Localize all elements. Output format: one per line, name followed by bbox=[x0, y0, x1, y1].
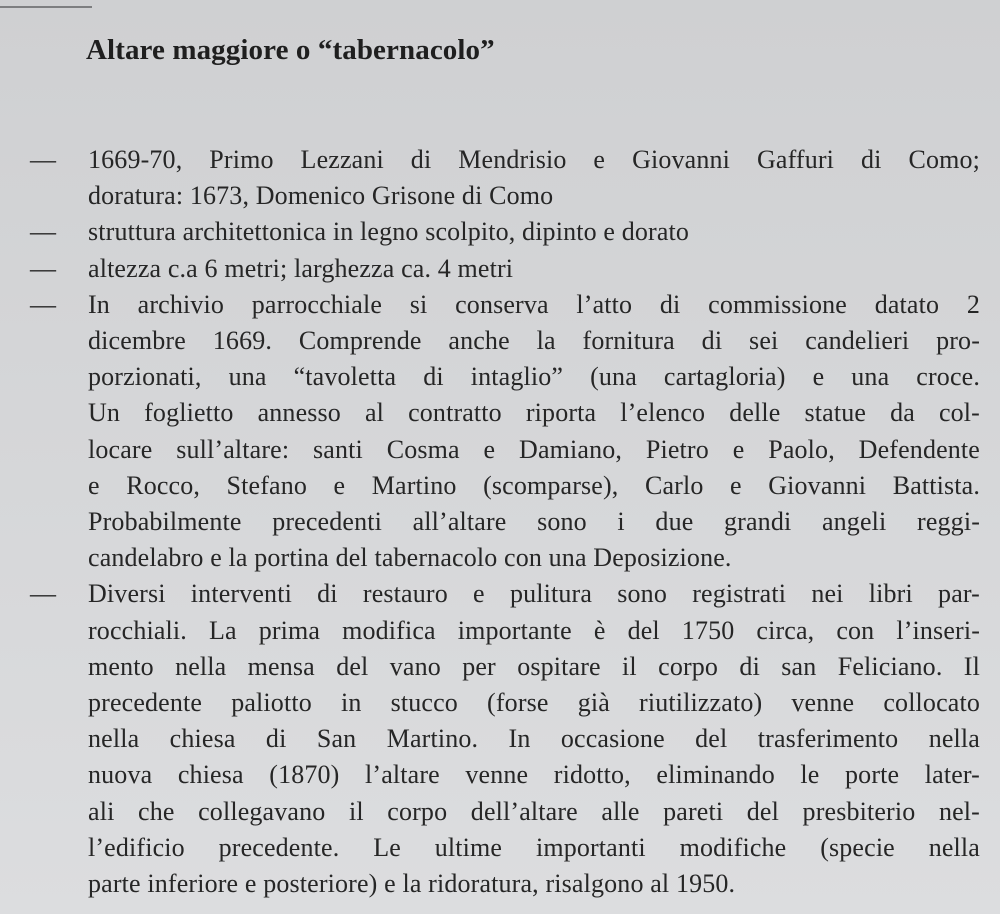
text-line: struttura architettonica in legno scolpito, dipinto e dorato bbox=[88, 217, 690, 247]
entry-list bbox=[0, 142, 1000, 902]
entry-dimensions bbox=[0, 251, 1000, 287]
entry-text bbox=[0, 142, 1000, 214]
entry-archive bbox=[0, 287, 1000, 577]
text-line: doratura: 1673, Domenico Grisone di Como bbox=[88, 181, 554, 211]
text-line: Un foglietto annesso al contratto riporta l’elenco delle statue da col- bbox=[88, 398, 980, 428]
text-line: nuova chiesa (1870) l’altare venne ridotto, eliminando le porte later- bbox=[88, 760, 980, 790]
text-line: parte inferiore e posteriore) e la ridoratura, risalgono al 1950. bbox=[88, 869, 736, 899]
text-line: Diversi interventi di restauro e pulitura sono registrati nei libri par- bbox=[88, 579, 980, 609]
entry-attribution bbox=[0, 142, 1000, 214]
text-line: dicembre 1669. Comprende anche la fornitura di sei candelieri pro- bbox=[88, 326, 980, 356]
entry-dash: — bbox=[30, 289, 56, 319]
text-line: precedente paliotto in stucco (forse già riutilizzato) venne collocato bbox=[88, 688, 980, 718]
text-line: porzionati, una “tavoletta di intaglio” (una cartagloria) e una croce. bbox=[88, 362, 980, 392]
entry-text bbox=[0, 251, 1000, 287]
text-line: mento nella mensa del vano per ospitare il corpo di san Feliciano. Il bbox=[88, 651, 980, 681]
text-line: candelabro e la portina del tabernacolo con una Deposizione. bbox=[88, 543, 732, 573]
text-line: l’edificio precedente. Le ultime importanti modifiche (specie nella bbox=[88, 832, 980, 862]
entry-text bbox=[0, 287, 1000, 577]
text-line: rocchiali. La prima modifica importante è del 1750 circa, con l’inseri- bbox=[88, 615, 980, 645]
entry-dash: — bbox=[30, 253, 56, 283]
top-rule-divider bbox=[0, 6, 92, 8]
entry-dash: — bbox=[30, 579, 56, 609]
entry-material bbox=[0, 214, 1000, 250]
text-line: Probabilmente precedenti all’altare sono i due grandi angeli reggi- bbox=[88, 507, 980, 537]
text-line: ali che collegavano il corpo dell’altare alle pareti del presbiterio nel- bbox=[88, 796, 980, 826]
entry-restoration bbox=[0, 576, 1000, 902]
entry-text bbox=[0, 214, 1000, 250]
text-line: altezza c.a 6 metri; larghezza ca. 4 metri bbox=[88, 253, 514, 283]
text-line: nella chiesa di San Martino. In occasione del trasferimento nella bbox=[88, 724, 980, 754]
text-line: In archivio parrocchiale si conserva l’atto di commissione datato 2 bbox=[88, 289, 980, 319]
text-line: 1669-70, Primo Lezzani di Mendrisio e Giovanni Gaffuri di Como; bbox=[88, 145, 980, 174]
entry-dash: — bbox=[30, 145, 56, 174]
text-line: locare sull’altare: santi Cosma e Damiano, Pietro e Paolo, Defendente bbox=[88, 434, 980, 464]
entry-text bbox=[0, 576, 1000, 902]
entry-dash: — bbox=[30, 217, 56, 247]
text-line: e Rocco, Stefano e Martino (scomparse), Carlo e Giovanni Battista. bbox=[88, 470, 980, 500]
document-title: Altare maggiore o “tabernacolo” bbox=[86, 34, 495, 66]
